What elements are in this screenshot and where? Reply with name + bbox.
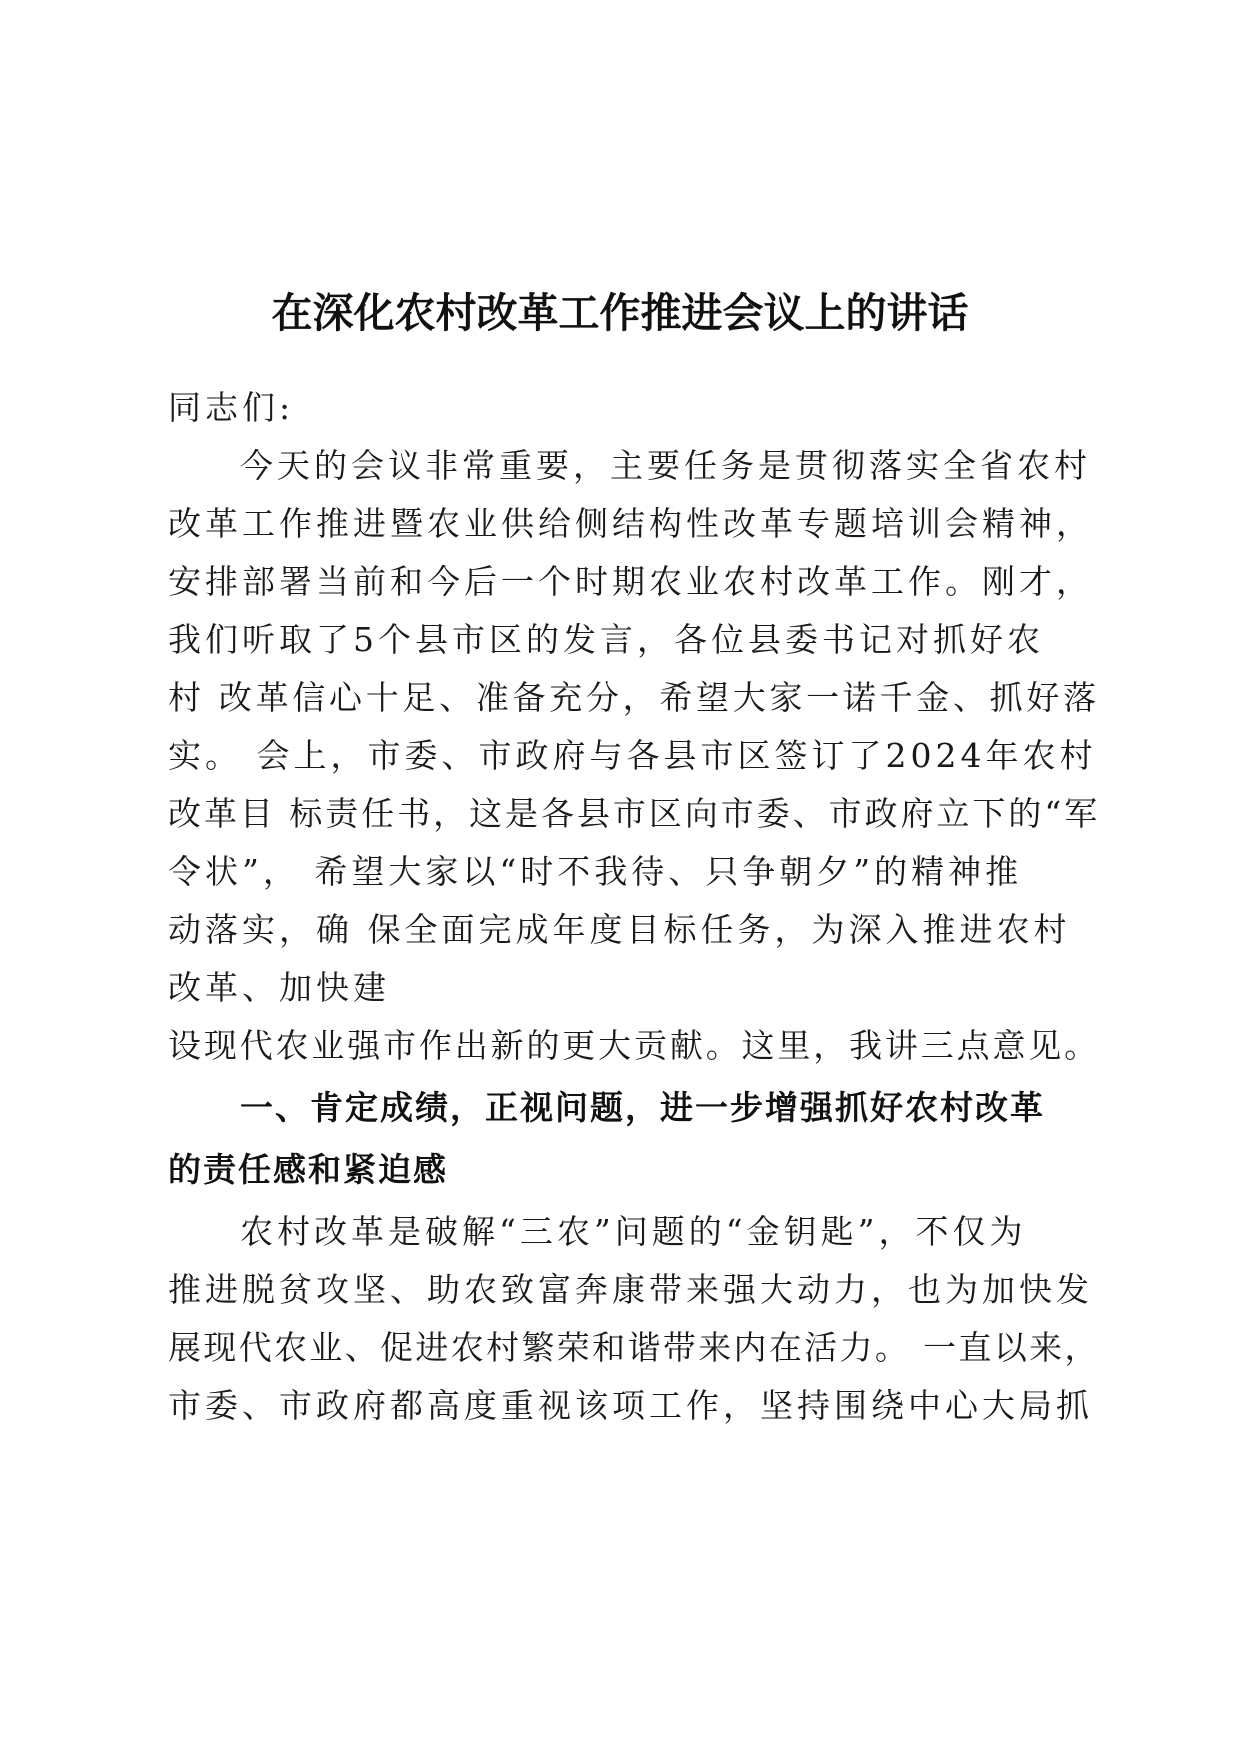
paragraph1-line: 村 改革信心十足、准备充分，希望大家一诺千金、抓好落 bbox=[168, 678, 1100, 717]
paragraph2-line: 农村改革是破解“三农”问题的“金钥匙”，不仅为 bbox=[240, 1212, 1027, 1251]
document-title: 在深化农村改革工作推进会议上的讲话 bbox=[271, 289, 969, 337]
paragraph2-line: 展现代农业、促进农村繁荣和谐带来内在活力。 一直以来， bbox=[168, 1328, 1100, 1367]
paragraph1-line: 实。 会上，市委、市政府与各县市区签订了2024年农村 bbox=[168, 736, 1097, 775]
paragraph1-line: 安排部署当前和今后一个时期农业农村改革工作。刚才， bbox=[168, 562, 1093, 601]
paragraph1-line: 改革工作推进暨农业供给侧结构性改革专题培训会精神， bbox=[168, 504, 1093, 543]
paragraph2-line: 市委、市政府都高度重视该项工作，坚持围绕中心大局抓 bbox=[168, 1386, 1093, 1425]
paragraph1-line: 令状”， 希望大家以“时不我待、只争朝夕”的精神推 bbox=[168, 852, 1023, 891]
paragraph1-line: 设现代农业强市作出新的更大贡献。这里，我讲三点意见。 bbox=[168, 1026, 1100, 1065]
paragraph1-line: 改革、加快建 bbox=[168, 968, 390, 1007]
section-heading: 的责任感和紧迫感 bbox=[168, 1150, 448, 1189]
section-heading: 一、肯定成绩，正视问题，进一步增强抓好农村改革 bbox=[240, 1088, 1045, 1127]
salutation: 同志们: bbox=[168, 388, 295, 427]
paragraph1-line: 动落实，确 保全面完成年度目标任务，为深入推进农村 bbox=[168, 910, 1071, 949]
paragraph2-line: 推进脱贫攻坚、助农致富奔康带来强大动力，也为加快发 bbox=[168, 1270, 1093, 1309]
paragraph1-line: 今天的会议非常重要，主要任务是贯彻落实全省农村 bbox=[240, 446, 1091, 485]
paragraph1-line: 改革目 标责任书，这是各县市区向市委、市政府立下的“军 bbox=[168, 794, 1101, 833]
paragraph1-line: 我们听取了5个县市区的发言，各位县委书记对抓好农 bbox=[168, 620, 1044, 659]
